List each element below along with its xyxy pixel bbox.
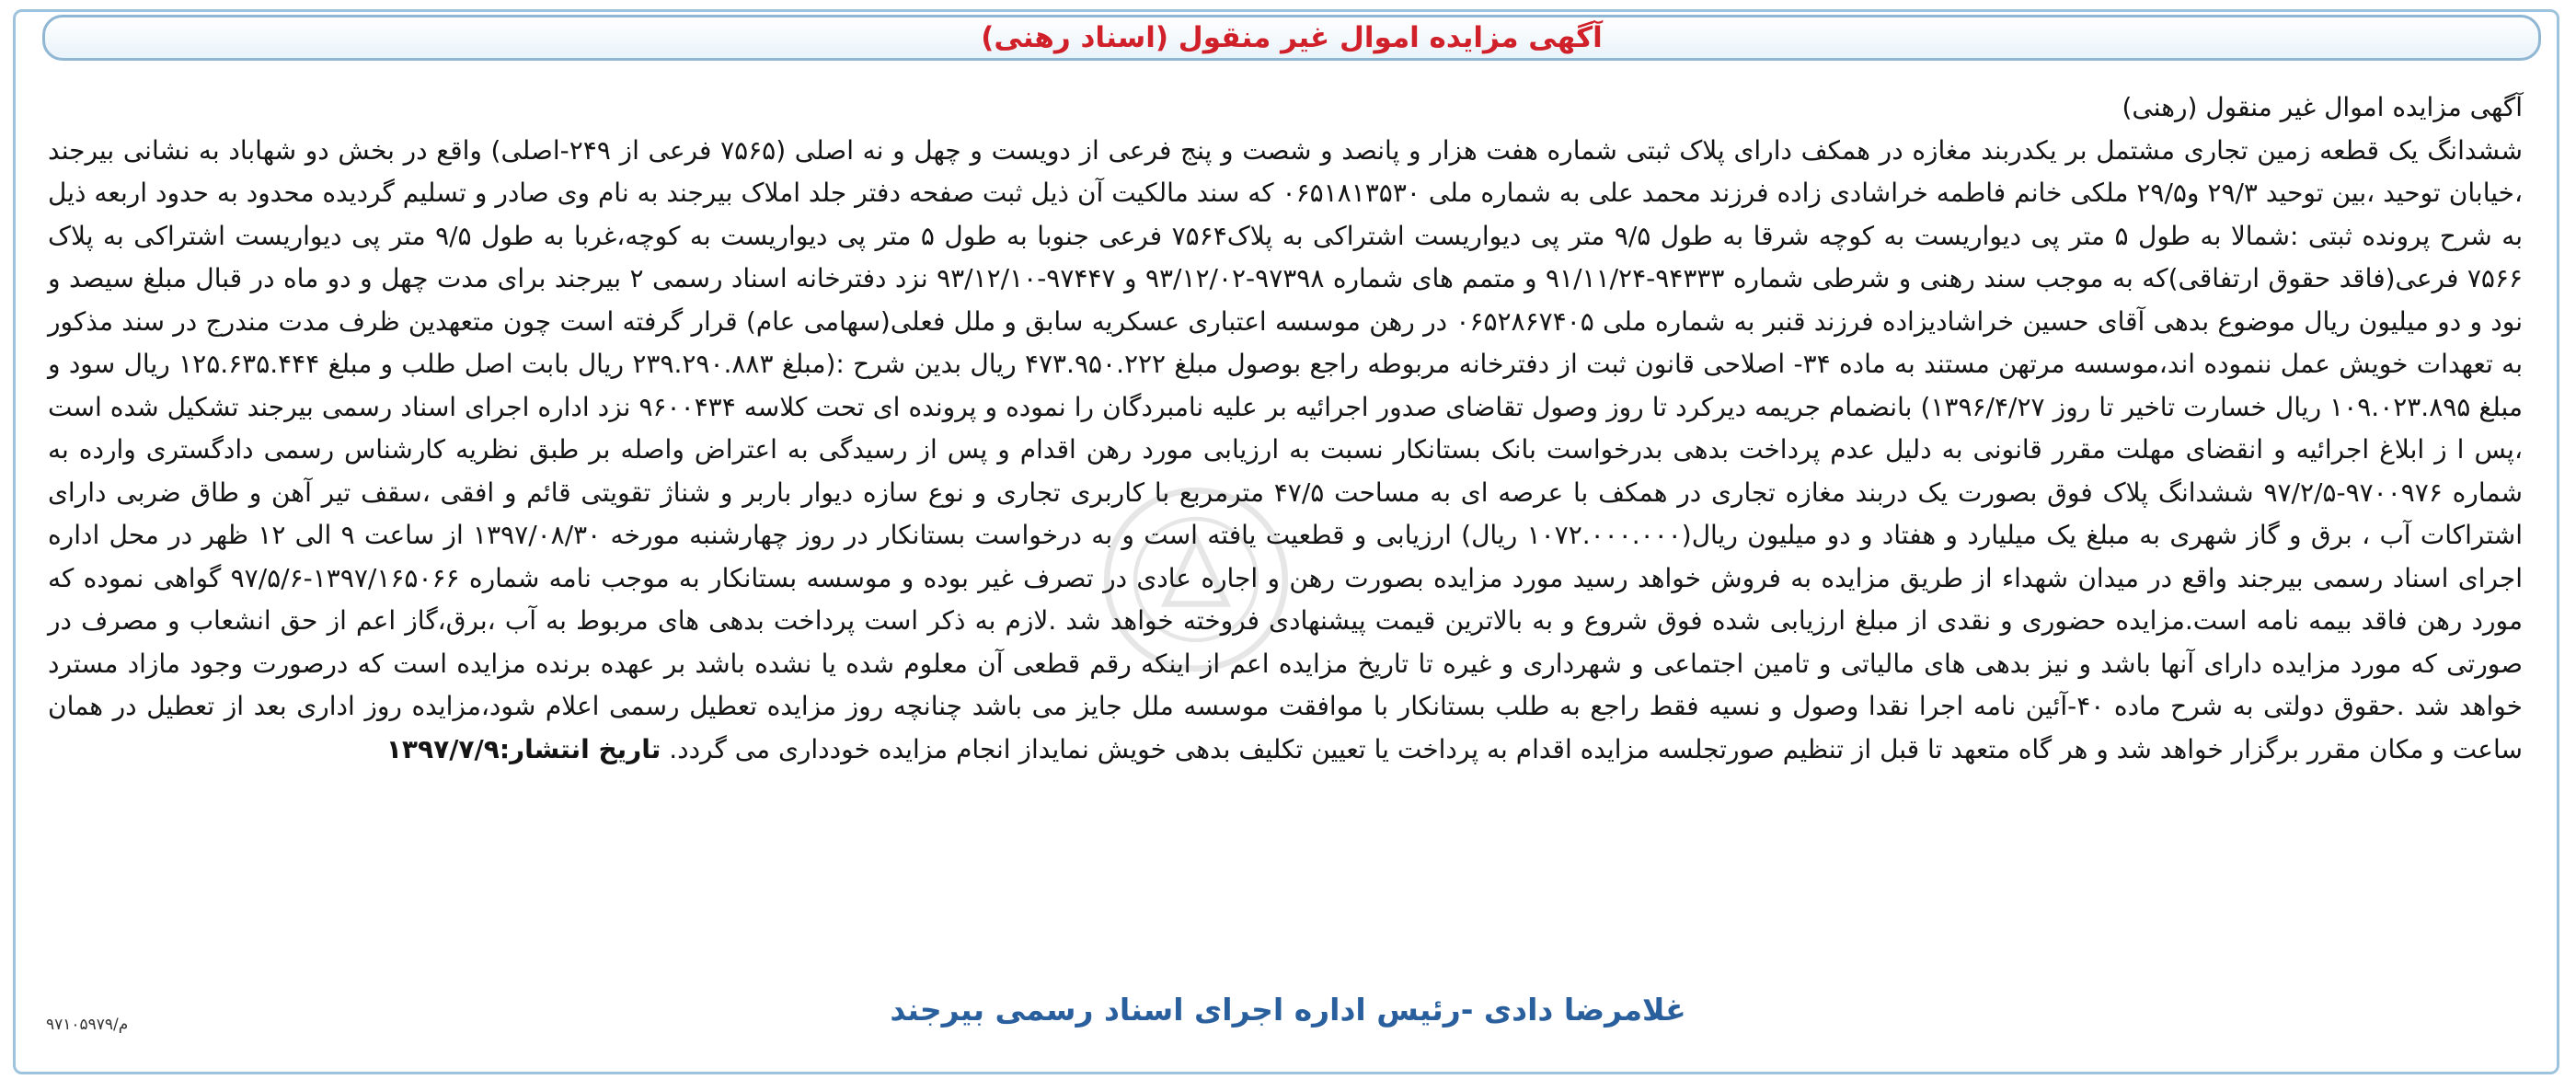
- notice-title-bar: [42, 15, 2541, 61]
- publication-date: ۱۳۹۷/۷/۹: [385, 733, 500, 764]
- reference-code: م/۹۷۱۰۵۹۷۹: [46, 1016, 129, 1034]
- notice-title: آگهی مزایده اموال غیر منقول (اسناد رهنی): [981, 21, 1603, 54]
- publication-date-label: تاریخ انتشار:: [499, 733, 661, 764]
- notice-intro: آگهی مزایده اموال غیر منقول (رهنی): [2122, 92, 2523, 122]
- signature: غلامرضا دادی -رئیس اداره اجرای اسناد رسمی بیرجند: [890, 992, 1686, 1028]
- notice-body: [48, 86, 2523, 771]
- notice-body-text: ششدانگ یک قطعه زمین تجاری مشتمل بر یکدربند مغازه در همکف دارای پلاک ثبتی شماره هفت هزار و پانصد و شصت و پنج فرعی از دویست و چهل و نه اصلی (۷۵۶۵ فرعی از ۲۴۹-اصلی) واقع در بخش دو شهاباد به نشانی بیرجند ،خیابان توحید ،بین توحید ۲۹/۳ و۲۹/۵ ملکی خانم فاطمه خراشادی زاده فرزند محمد علی به شماره ملی ۰۶۵۱۸۱۳۵۳۰ که سند مالکیت آن ذیل ثبت صفحه دفتر جلد املاک بیرجند به نام وی صادر و تسلیم گردیده محدود به حدود اربعه ذیل به شرح پرونده ثبتی :شمالا به طول ۵ متر پی دیواریست به کوچه شرقا به طول ۹/۵ متر پی دیواریست اشتراکی به پلاک۷۵۶۴ فرعی جنوبا به طول ۵ متر پی دیواریست به کوچه،غربا به طول ۹/۵ متر پی دیواریست اشتراکی به پلاک ۷۵۶۶ فرعی(فاقد حقوق ارتفاقی)که به موجب سند رهنی و شرطی شماره ۹۴۳۳۳-۹۱/۱۱/۲۴ و متمم های شماره ۹۷۳۹۸-۹۳/۱۲/۰۲ و ۹۷۴۴۷-۹۳/۱۲/۱۰ نزد دفترخانه اسناد رسمی ۲ بیرجند برای مدت چهل و دو ماه در قبال مبلغ سیصد و نود و دو میلیون ریال موضوع بدهی آقای حسین خراشادیزاده فرزند قنبر به شماره ملی ۰۶۵۲۸۶۷۴۰۵ در رهن موسسه اعتباری عسکریه سابق و ملل فعلی(سهامی عام) قرار گرفته است چون متعهدین ظرف مدت مندرج در سند مذکور به تعهدات خویش عمل ننموده اند،موسسه مرتهن مستند به ماده ۳۴- اصلاحی قانون ثبت از دفترخانه مربوطه راجع بوصول مبلغ ۴۷۳.۹۵۰.۲۲۲ ریال بدین شرح :(مبلغ ۲۳۹.۲۹۰.۸۸۳ ریال بابت اصل طلب و مبلغ ۱۲۵.۶۳۵.۴۴۴ ریال سود و مبلغ ۱۰۹.۰۲۳.۸۹۵ ریال خسارت تاخیر تا روز ۱۳۹۶/۴/۲۷) بانضمام جریمه دیرکرد تا روز وصول تقاضای صدور اجرائیه بر علیه نامبردگان را نموده و پرونده ای تحت کلاسه ۹۶۰۰۴۳۴ نزد اداره اجرای اسناد رسمی بیرجند تشکیل شده است ،پس ا ز ابلاغ اجرائیه و انقضای مهلت مقرر قانونی به دلیل عدم پرداخت بدهی بدرخواست بانک بستانکار نسبت به ارزیابی مورد رهن اقدام و پس از رسیدگی به اعتراض واصله بر طبق نظریه کارشناس رسمی دادگستری وارده به شماره ۹۷۰۰۹۷۶-۹۷/۲/۵ ششدانگ پلاک فوق بصورت یک دربند مغازه تجاری در همکف با عرصه ای به مساحت ۴۷/۵ مترمربع با کاربری تجاری و نوع سازه دیوار باربر و شناژ تقویتی قائم و افقی ،سقف تیر آهن و طاق ضربی دارای اشتراکات آب ، برق و گاز شهری به مبلغ یک میلیارد و هفتاد و دو میلیون ریال(۱۰۷۲.۰۰۰.۰۰۰ ریال) ارزیابی و قطعیت یافته است و به درخواست بستانکار در روز چهارشنبه مورخه ۱۳۹۷/۰۸/۳۰ از ساعت ۹ الی ۱۲ ظهر در محل اداره اجرای اسناد رسمی بیرجند واقع در میدان شهداء از طریق مزایده به فروش خواهد رسید مورد مزایده بصورت رهن و اجاره عادی در تصرف غیر بوده و موسسه بستانکار به موجب نامه شماره ۱۳۹۷/۱۶۵۰۶۶-۹۷/۵/۶ گواهی نموده که مورد رهن فاقد بیمه نامه است.مزایده حضوری و نقدی از مبلغ ارزیابی شده فوق شروع و به بالاترین قیمت پیشنهادی فروخته خواهد شد .لازم به ذکر است پرداخت بدهی های مربوط به آب ،برق،گاز اعم از حق انشعاب و مصرف در صورتی که مورد مزایده دارای آنها باشد و نیز بدهی های مالیاتی و تامین اجتماعی و شهرداری و غیره تا تاریخ مزایده اعم از اینکه رقم قطعی آن معلوم شده یا نشده باشد بر عهده برنده مزایده است که درصورت وجود مازاد مسترد خواهد شد .حقوق دولتی به شرح ماده ۴۰-آئین نامه اجرا نقدا وصول و نسیه فقط راجع به طلب بستانکار با موافقت موسسه ملل جایز می باشد چنانچه روز مزایده تعطیل رسمی اعلام شود،مزایده روز اداری بعد از تعطیل در همان ساعت و مکان مقرر برگزار خواهد شد و هر گاه متعهد تا قبل از تنظیم صورتجلسه مزایده اقدام به پرداخت یا تعیین تکلیف بدهی خویش نمایداز انجام مزایده خودداری می گردد.: [48, 134, 2524, 764]
